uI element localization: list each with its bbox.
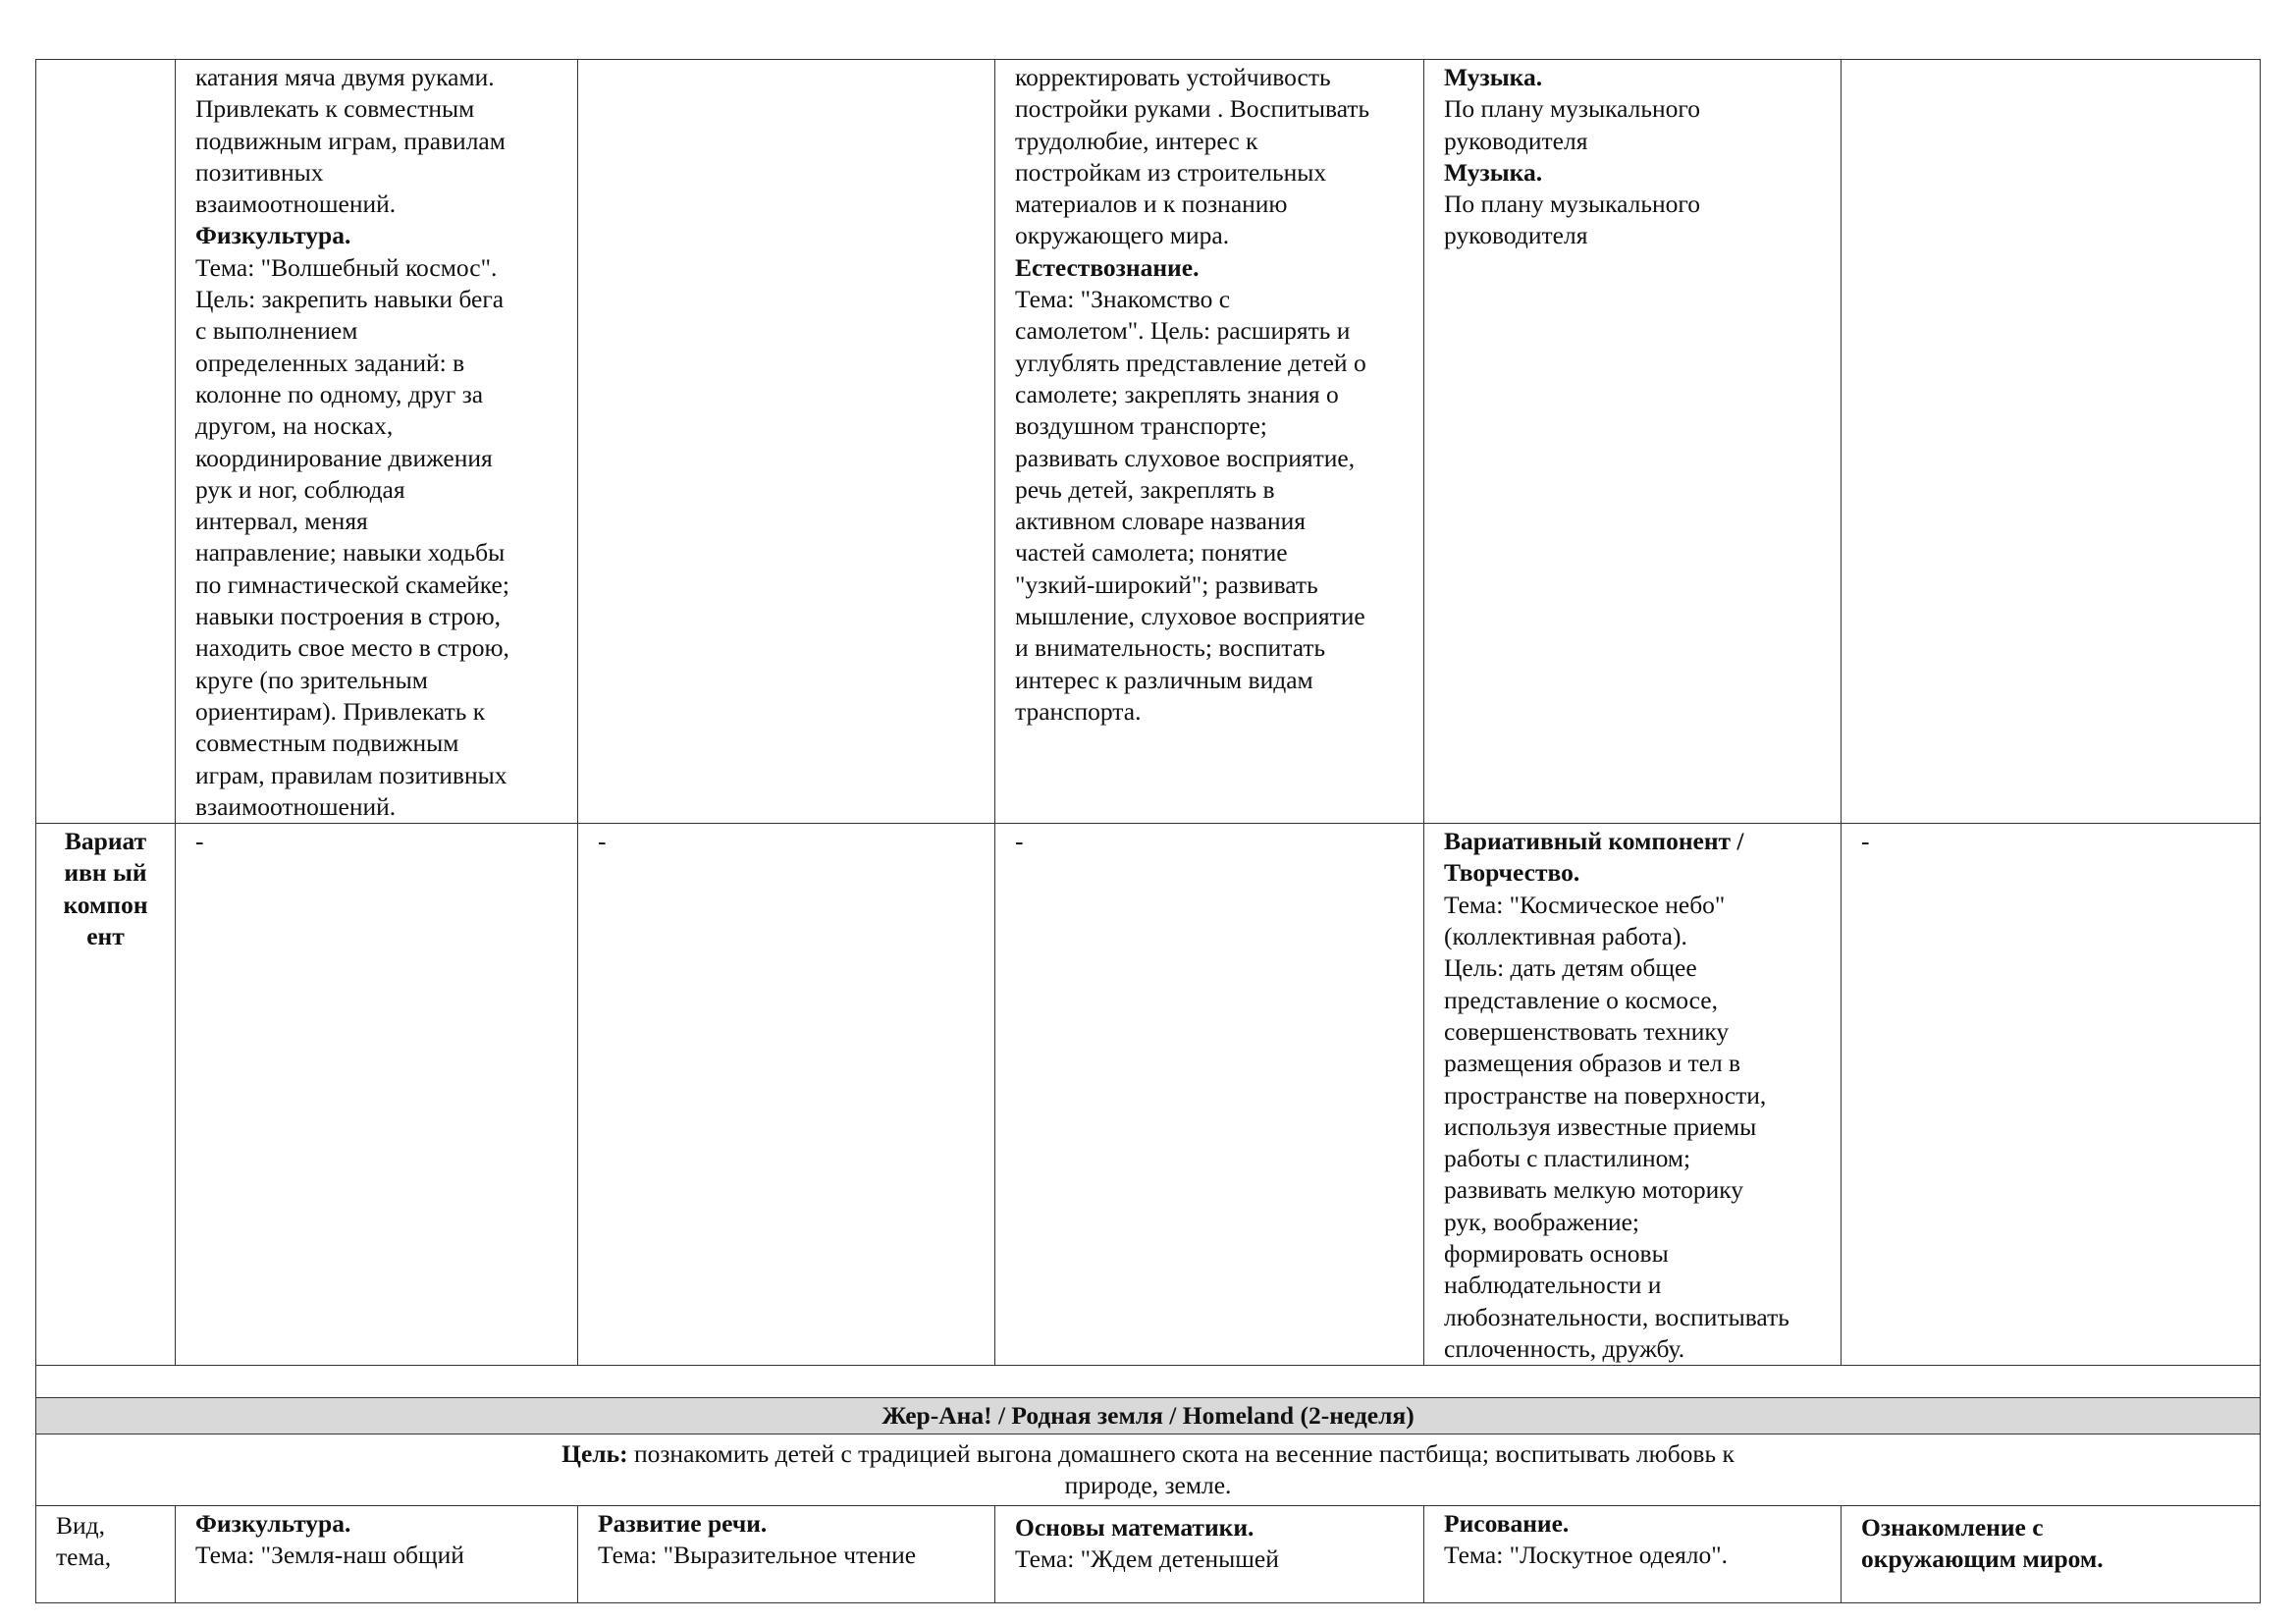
lesson-heading: Основы математики.	[1015, 1513, 1255, 1543]
lesson-heading: Естествознание.	[1015, 252, 1200, 282]
text-lines	[1444, 189, 1823, 252]
text-lines	[40, 826, 171, 952]
cell-col1-continuation	[176, 60, 578, 824]
text-line: определенных заданий: в	[195, 348, 465, 377]
text-line: Цель: закрепить навыки бега	[195, 285, 505, 314]
text-line: постройкам из строительных	[1015, 157, 1327, 187]
text-line: интервал, меняя	[195, 507, 368, 536]
text-line: воздушном транспорте;	[1015, 411, 1267, 441]
text-line: размещения образов и тел в	[1444, 1049, 1741, 1078]
lesson-heading: Физкультура.	[195, 1509, 351, 1539]
text-line: Ознакомление с	[1861, 1513, 2044, 1543]
text-lines	[195, 252, 560, 823]
text-lines	[1015, 284, 1406, 728]
text-line: транспорта.	[1015, 696, 1142, 726]
text-line: сплоченность, дружбу.	[1444, 1333, 1685, 1363]
text-line: координирование движения	[195, 443, 493, 472]
text-line: окружающим миром.	[1861, 1544, 2104, 1574]
text-line: углублять представление детей о	[1015, 348, 1366, 377]
lesson-heading: Музыка.	[1444, 63, 1543, 91]
text-line: направление; навыки ходьбы	[195, 538, 506, 568]
cell-col3-continuation	[995, 60, 1424, 824]
text-line: любознательности, воспитывать	[1444, 1302, 1789, 1331]
text-line: ориентирам). Привлекать к	[195, 696, 486, 726]
table-row-lessons	[36, 1506, 2261, 1603]
text-line: совместным подвижным	[195, 729, 459, 758]
text-line: "узкий-широкий"; развивать	[1015, 569, 1318, 599]
text-line: речь детей, закреплять в	[1015, 474, 1275, 504]
text-line: ивн ый	[64, 858, 147, 888]
text-line: подвижным играм, правилам	[195, 126, 506, 155]
text-lines	[56, 1510, 171, 1574]
text-line: с выполнением	[195, 316, 358, 346]
row-label-variative	[36, 824, 176, 1366]
text-line: частей самолета; понятие	[1015, 538, 1288, 568]
text-line: Вариат	[64, 827, 147, 856]
table-row-week-header	[36, 1398, 2261, 1435]
text-line: Творчество.	[1444, 858, 1580, 888]
table-row-variative	[36, 824, 2261, 1366]
text-line: рук и ног, соблюдая	[195, 474, 405, 504]
cell-physical-education	[176, 1506, 578, 1603]
text-line: взаимоотношений.	[195, 189, 397, 219]
text-line: развивать мелкую моторику	[1444, 1175, 1744, 1205]
lesson-topic: Тема: "Выразительное чтение	[598, 1541, 917, 1570]
row-label-type	[36, 1506, 176, 1603]
goal-label: Цель:	[561, 1439, 628, 1469]
text-line: Тема: "Волшебный космос".	[195, 252, 498, 282]
text-line: Привлекать к совместным	[195, 94, 475, 124]
text-line: самолете; закреплять знания о	[1015, 379, 1339, 408]
cell-col2-empty	[578, 60, 995, 824]
lesson-heading	[1861, 1512, 2242, 1576]
lesson-topic: Тема: "Ждем детенышей	[1015, 1544, 1279, 1574]
text-line: окружающего мира.	[1015, 221, 1230, 250]
text-line: по гимнастической скамейке;	[195, 569, 509, 599]
cell-dash: -	[176, 824, 578, 1366]
cell-speech-development	[578, 1506, 995, 1603]
row-label-empty	[36, 60, 176, 824]
table-row-continuation	[36, 60, 2261, 824]
text-line: компон	[63, 890, 148, 919]
text-line: развивать слуховое восприятие,	[1015, 443, 1356, 472]
text-line: Цель: дать детям общее	[1444, 953, 1697, 983]
cell-col4-music	[1424, 60, 1842, 824]
week-header: Жер-Ана! / Родная земля / Homeland (2-неделя)	[36, 1398, 2261, 1435]
text-lines	[1444, 93, 1823, 157]
cell-col5-empty	[1842, 60, 2261, 824]
table-row-goal	[36, 1435, 2261, 1506]
text-line: руководителя	[1444, 126, 1588, 155]
text-line: и внимательность; воспитать	[1015, 633, 1326, 663]
text-line: Вид,	[56, 1511, 106, 1541]
text-line: Тема: "Космическое небо"	[1444, 890, 1726, 919]
lesson-topic: Тема: "Земля-наш общий	[195, 1541, 464, 1570]
goal-cell	[36, 1435, 2261, 1506]
text-line: мышление, слуховое восприятие	[1015, 602, 1365, 631]
text-line: используя известные приемы	[1444, 1111, 1757, 1141]
text-line: пространстве на поверхности,	[1444, 1080, 1767, 1110]
text-lines	[1444, 890, 1823, 1365]
lesson-heading: Рисование.	[1444, 1509, 1570, 1539]
cell-math-basics	[995, 1506, 1424, 1603]
text-line: трудолюбие, интерес к	[1015, 126, 1258, 155]
text-line: наблюдательности и	[1444, 1271, 1662, 1300]
text-line: руководителя	[1444, 221, 1588, 250]
text-line: постройки руками . Воспитывать	[1015, 94, 1370, 124]
cell-creativity	[1424, 824, 1842, 1366]
text-line: совершенствовать технику	[1444, 1016, 1730, 1046]
text-lines	[1015, 62, 1406, 252]
text-line: интерес к различным видам	[1015, 665, 1313, 694]
text-line: позитивных	[195, 157, 324, 187]
lesson-heading: Развитие речи.	[598, 1509, 768, 1539]
text-line: круге (по зрительным	[195, 665, 428, 694]
text-line: колонне по одному, друг за	[195, 379, 484, 408]
text-line: представление о космосе,	[1444, 985, 1718, 1014]
text-line: активном словаре названия	[1015, 507, 1306, 536]
lesson-heading	[1444, 826, 1823, 890]
text-line: корректировать устойчивость	[1015, 63, 1331, 91]
table-row-spacer	[36, 1366, 2261, 1398]
text-line: играм, правилам позитивных	[195, 760, 507, 789]
goal-text-line1: познакомить детей с традицией выгона домашнего скота на весенние пастбища; воспитывать любовь к	[627, 1439, 1735, 1469]
text-line: катания мяча двумя руками.	[195, 63, 495, 91]
lesson-heading: Физкультура.	[195, 221, 351, 250]
text-line: находить свое место в строю,	[195, 633, 509, 663]
text-line: (коллективная работа).	[1444, 922, 1687, 951]
cell-dash: -	[995, 824, 1424, 1366]
text-line: ент	[86, 922, 125, 951]
text-lines	[195, 62, 560, 220]
text-line: формировать основы	[1444, 1238, 1669, 1268]
text-line: тема,	[56, 1543, 112, 1572]
goal-text-line2: природе, земле.	[1064, 1471, 1232, 1500]
cell-dash: -	[578, 824, 995, 1366]
text-line: работы с пластилином;	[1444, 1144, 1691, 1173]
text-line: рук, воображение;	[1444, 1207, 1640, 1236]
text-line: Тема: "Знакомство с	[1015, 285, 1231, 314]
text-line: взаимоотношений.	[195, 791, 397, 821]
cell-world-around	[1842, 1506, 2261, 1603]
text-line: По плану музыкального	[1444, 94, 1700, 124]
cell-drawing	[1424, 1506, 1842, 1603]
text-line: самолетом". Цель: расширять и	[1015, 316, 1351, 346]
text-line: другом, на носках,	[195, 411, 394, 441]
text-line: Вариативный компонент /	[1444, 827, 1744, 856]
cell-dash: -	[1842, 824, 2261, 1366]
spacer-cell	[36, 1366, 2261, 1398]
lesson-heading: Музыка.	[1444, 157, 1543, 187]
lesson-topic: Тема: "Лоскутное одеяло".	[1444, 1541, 1729, 1570]
lesson-plan-table	[35, 59, 2261, 1603]
text-line: материалов и к познанию	[1015, 189, 1288, 219]
text-line: навыки построения в строю,	[195, 602, 501, 631]
text-line: По плану музыкального	[1444, 189, 1700, 219]
